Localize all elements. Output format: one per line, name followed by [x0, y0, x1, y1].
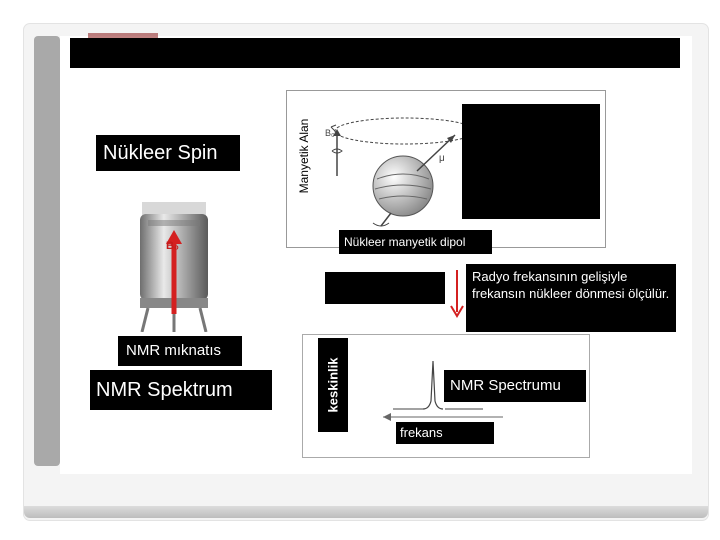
mu-label: μ — [439, 153, 445, 164]
keskinlik-axis — [318, 338, 348, 432]
nmr-spectrumu-label: NMR Spectrumu — [444, 370, 586, 402]
manyetik-alan-axis — [292, 94, 316, 218]
nmr-miknatis-label: NMR mıknatıs — [118, 336, 242, 366]
keskinlik-label: keskinlik — [325, 357, 341, 413]
manyetik-alan-label: Manyetik Alan — [297, 118, 311, 194]
b0-label: B₀ — [166, 240, 179, 252]
title-bar — [70, 38, 680, 68]
nukleer-spin-label: Nükleer Spin — [96, 135, 240, 171]
nukleer-dipol-label: Nükleer manyetik dipol — [339, 230, 492, 254]
radyo-frekans-text: Radyo frekansının gelişiyle frekansın nükleer dönmesi ölçülür. — [466, 264, 676, 332]
slide-bottom-bar — [24, 506, 708, 518]
nmr-magnet-image — [134, 202, 214, 332]
down-arrow-icon — [449, 270, 465, 320]
redacted-box-2 — [325, 272, 445, 304]
redacted-box-1 — [462, 104, 600, 219]
nmr-spektrum-label: NMR Spektrum — [90, 370, 272, 410]
frekans-label: frekans — [396, 422, 494, 444]
slide-side-bar — [34, 36, 60, 466]
b0-diagram-label: B₀ — [325, 128, 335, 138]
